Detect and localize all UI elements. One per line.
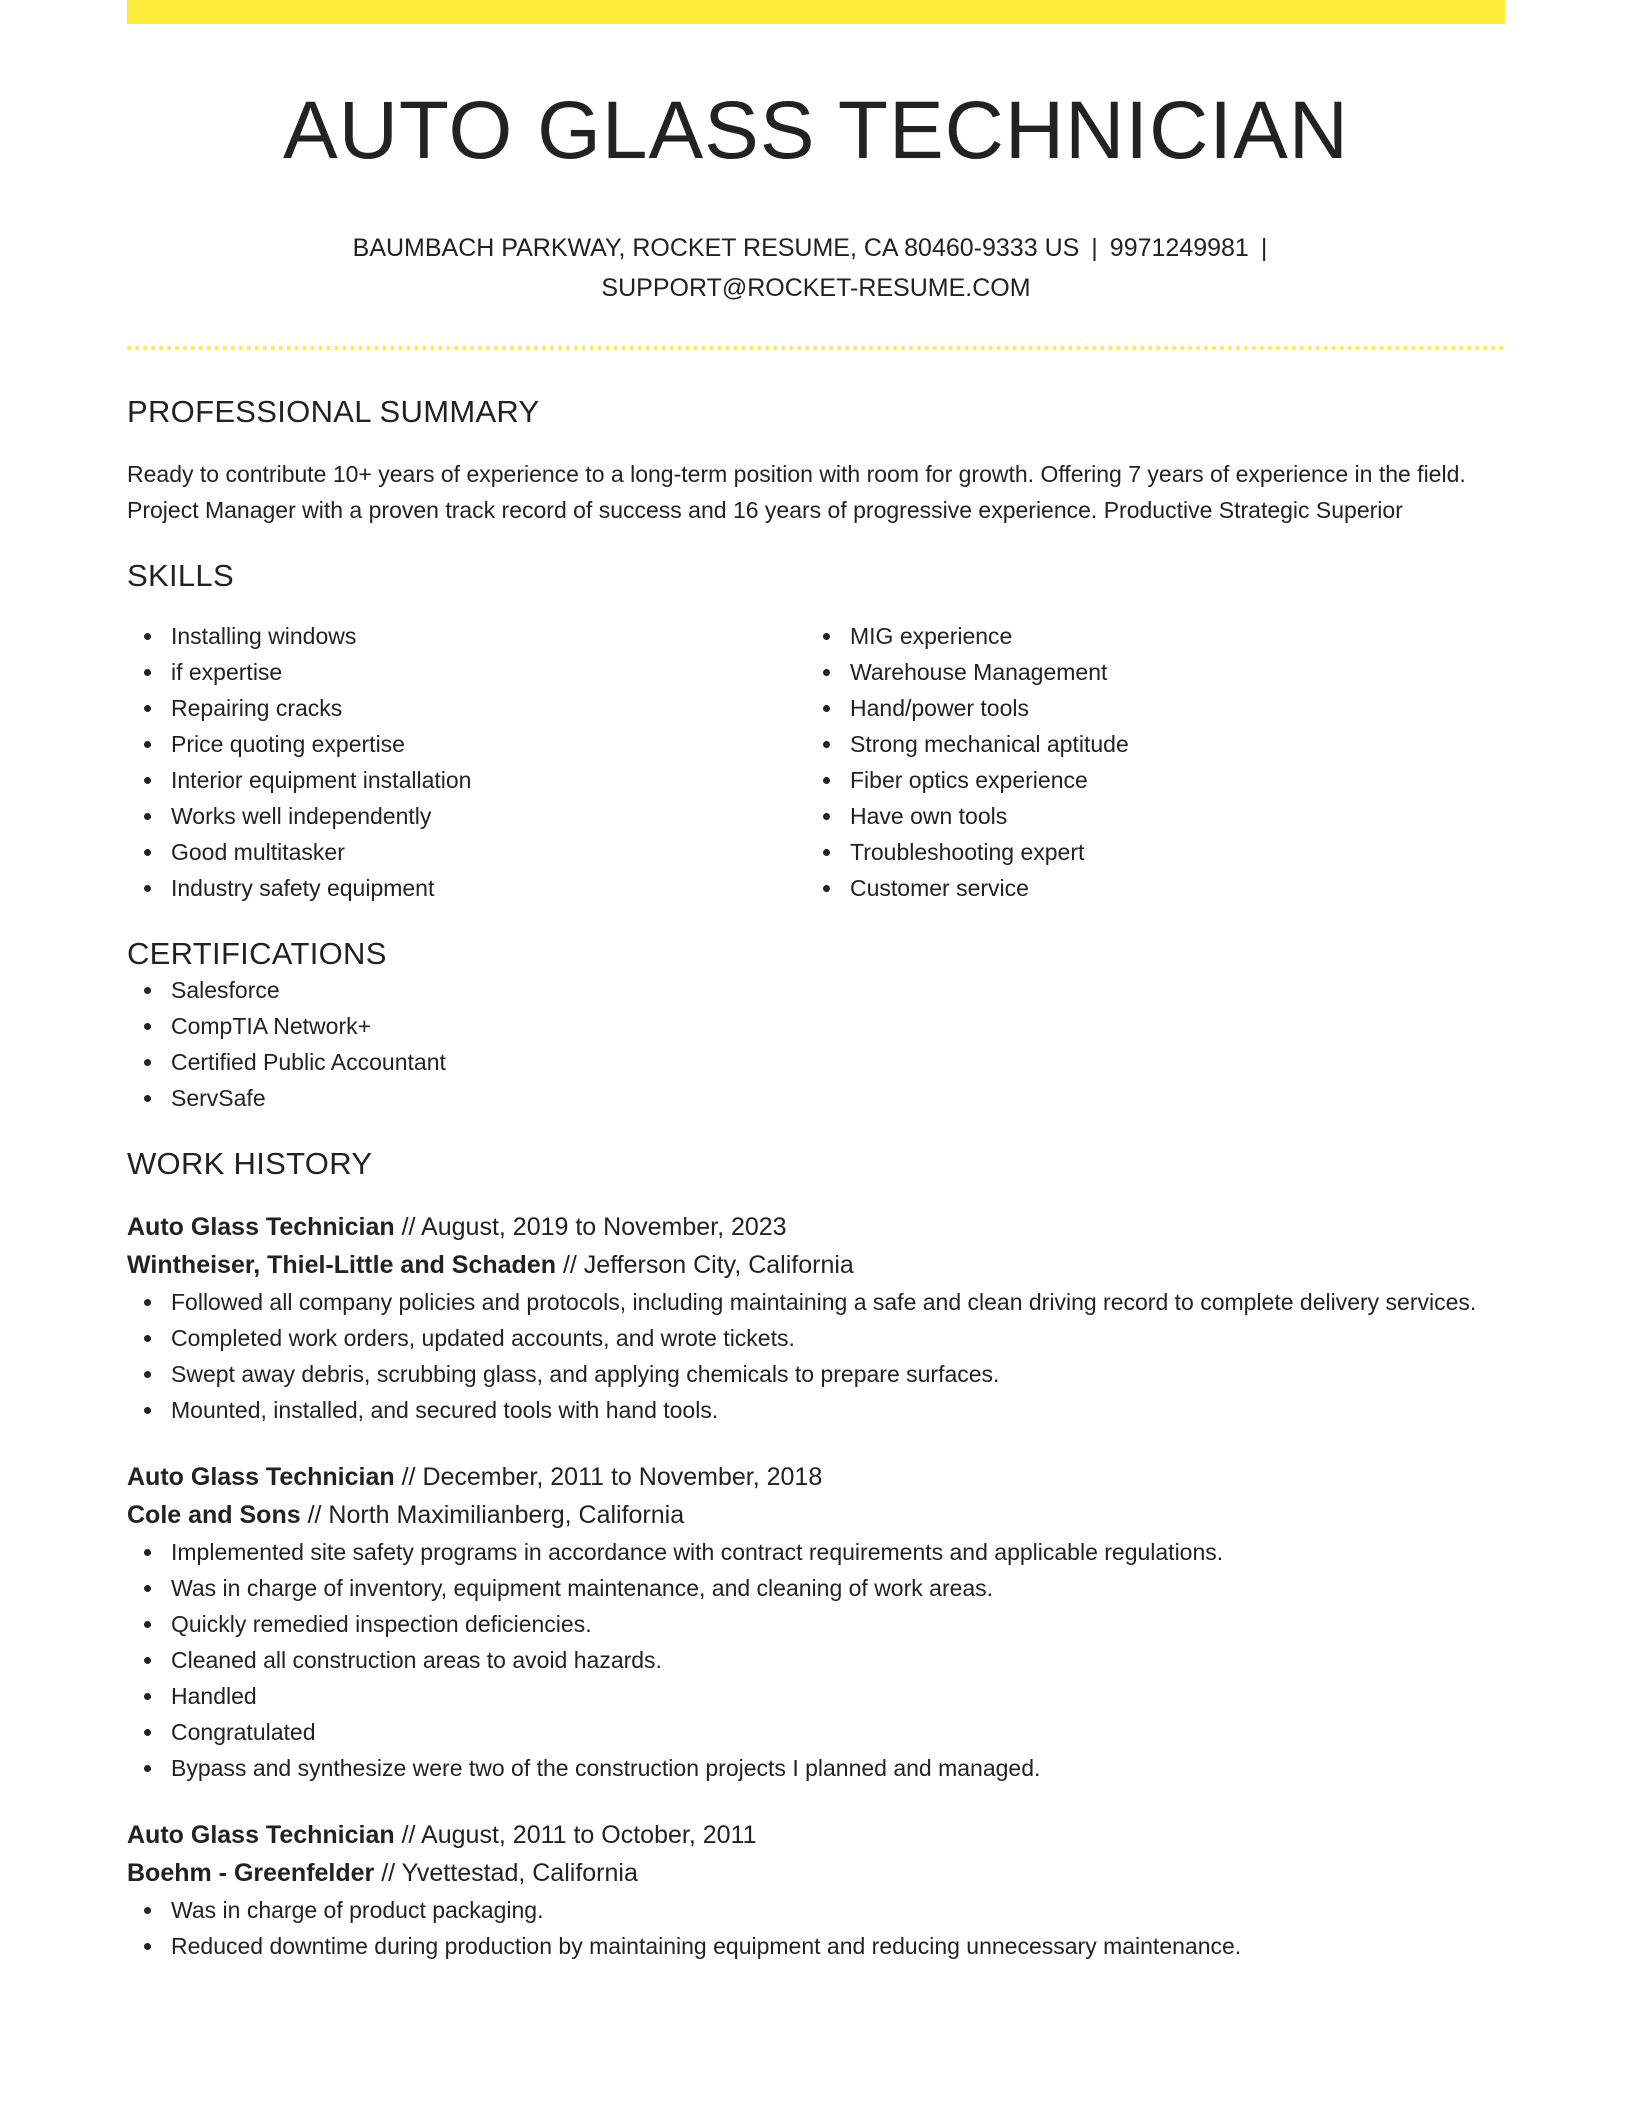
contact-separator: |: [1260, 234, 1268, 263]
skill-item: Installing windows: [171, 618, 806, 654]
skill-item: Warehouse Management: [850, 654, 1485, 690]
skill-item: Strong mechanical aptitude: [850, 726, 1485, 762]
skill-item: Price quoting expertise: [171, 726, 806, 762]
skills-column-left: [127, 618, 806, 906]
job-company: Cole and Sons: [127, 1501, 301, 1530]
dotted-divider: [127, 346, 1505, 350]
job-title: Auto Glass Technician: [127, 1821, 395, 1850]
job-duty: Congratulated: [171, 1714, 1505, 1750]
skill-item: Repairing cracks: [171, 690, 806, 726]
job-duty: Cleaned all construction areas to avoid hazards.: [171, 1642, 1505, 1678]
skill-item: Works well independently: [171, 798, 806, 834]
job-duty: Reduced downtime during production by maintaining equipment and reducing unnecessary maintenance.: [171, 1928, 1505, 1964]
phone: 9971249981: [1109, 234, 1249, 263]
certifications-list: [127, 972, 1505, 1116]
summary-heading: PROFESSIONAL SUMMARY: [127, 394, 540, 430]
job-dates: // August, 2019 to November, 2023: [394, 1213, 787, 1242]
skills-column-right: [806, 618, 1485, 906]
skills-list-right: [806, 618, 1485, 906]
email: SUPPORT@ROCKET-RESUME.COM: [601, 274, 1031, 303]
job-entry: [127, 1208, 1505, 1428]
job-duty: Swept away debris, scrubbing glass, and applying chemicals to prepare surfaces.: [171, 1356, 1505, 1392]
job-duty: Mounted, installed, and secured tools with hand tools.: [171, 1392, 1505, 1428]
skills-heading: SKILLS: [127, 558, 234, 594]
job-entry: [127, 1458, 1505, 1786]
job-duty: Quickly remedied inspection deficiencies.: [171, 1606, 1505, 1642]
summary-text: Ready to contribute 10+ years of experience to a long-term position with room for growth. Offering 7 years of experience in the field. Project Manager with a proven track record of success and 16 years of progressive experience. Productive Strategic Superior: [127, 461, 1466, 524]
job-duty: Was in charge of inventory, equipment maintenance, and cleaning of work areas.: [171, 1570, 1505, 1606]
job-location: // Jefferson City, California: [556, 1251, 854, 1280]
skill-item: Industry safety equipment: [171, 870, 806, 906]
contact-info: [127, 228, 1505, 308]
resume-page: [127, 0, 1505, 1964]
job-location: // Yvettestad, California: [374, 1859, 638, 1888]
job-title: Auto Glass Technician: [127, 1213, 395, 1242]
address: BAUMBACH PARKWAY, ROCKET RESUME, CA 80460-9333 US: [352, 234, 1080, 263]
job-duty: Was in charge of product packaging.: [171, 1892, 1505, 1928]
skills-grid: [127, 618, 1505, 906]
job-duties-list: [127, 1284, 1505, 1428]
resume-title: AUTO GLASS TECHNICIAN: [283, 85, 1349, 176]
skill-item: if expertise: [171, 654, 806, 690]
job-company-line: [127, 1246, 1505, 1284]
job-company: Boehm - Greenfelder: [127, 1859, 375, 1888]
job-duty: Handled: [171, 1678, 1505, 1714]
skill-item: Have own tools: [850, 798, 1485, 834]
skill-item: Customer service: [850, 870, 1485, 906]
job-title-line: [127, 1458, 1505, 1496]
job-location: // North Maximilianberg, California: [300, 1501, 685, 1530]
job-company-line: [127, 1854, 1505, 1892]
certification-item: CompTIA Network+: [171, 1008, 1505, 1044]
job-duty: Followed all company policies and protocols, including maintaining a safe and clean driving record to complete delivery services.: [171, 1284, 1505, 1320]
job-duty: Bypass and synthesize were two of the construction projects I planned and managed.: [171, 1750, 1505, 1786]
skill-item: Interior equipment installation: [171, 762, 806, 798]
job-title: Auto Glass Technician: [127, 1463, 395, 1492]
certifications-heading: CERTIFICATIONS: [127, 936, 387, 972]
certification-item: Certified Public Accountant: [171, 1044, 1505, 1080]
skills-list-left: [127, 618, 806, 906]
contact-separator: |: [1091, 234, 1098, 263]
skill-item: Troubleshooting expert: [850, 834, 1485, 870]
skill-item: Hand/power tools: [850, 690, 1485, 726]
certification-item: ServSafe: [171, 1080, 1505, 1116]
job-company-line: [127, 1496, 1505, 1534]
job-duty: Completed work orders, updated accounts, and wrote tickets.: [171, 1320, 1505, 1356]
job-duty: Implemented site safety programs in accordance with contract requirements and applicable regulations.: [171, 1534, 1505, 1570]
job-entry: [127, 1816, 1505, 1964]
job-dates: // December, 2011 to November, 2018: [394, 1463, 823, 1492]
skill-item: Good multitasker: [171, 834, 806, 870]
work-history-heading: WORK HISTORY: [127, 1146, 373, 1182]
job-duties-list: [127, 1892, 1505, 1964]
certification-item: Salesforce: [171, 972, 1505, 1008]
skill-item: Fiber optics experience: [850, 762, 1485, 798]
job-title-line: [127, 1816, 1505, 1854]
job-company: Wintheiser, Thiel-Little and Schaden: [127, 1251, 557, 1280]
skill-item: MIG experience: [850, 618, 1485, 654]
top-accent-bar: [127, 0, 1505, 24]
job-title-line: [127, 1208, 1505, 1246]
job-dates: // August, 2011 to October, 2011: [394, 1821, 757, 1850]
job-duties-list: [127, 1534, 1505, 1786]
